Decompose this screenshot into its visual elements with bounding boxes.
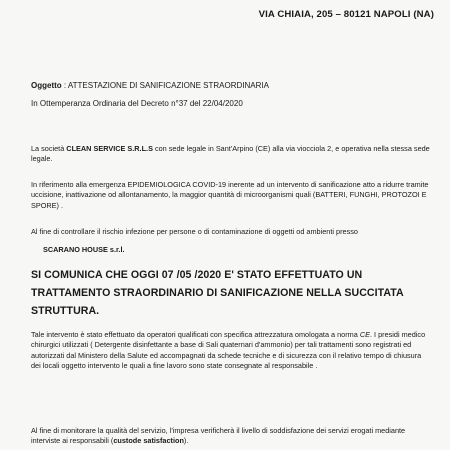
client-name: SCARANO HOUSE s.r.l. bbox=[43, 245, 125, 254]
decree-reference: In Ottemperanza Ordinaria del Decreto n°37 del 22/04/2020 bbox=[31, 99, 243, 108]
paragraph-intervention-details bbox=[31, 330, 432, 371]
para4-text-1: Tale intervento è stato effettuato da operatori qualificati con specifica attrezzatura omologata a norma bbox=[31, 330, 360, 339]
subject-label: Oggetto bbox=[31, 81, 62, 90]
subject-text: : ATTESTAZIONE DI SANIFICAZIONE STRAORDINARIA bbox=[61, 81, 269, 90]
paragraph-emergency: In riferimento alla emergenza EPIDEMIOLOGICA COVID-19 inerente ad un intervento di sanificazione atto a ridurre tramite uccisione, inattivazione od allontanamento, la maggior quantità di microorganismi quali (BATTERI, FUNGHI, PROTOZOI E SPORE) . bbox=[31, 180, 429, 210]
company-name: CLEAN SERVICE S.R.L.S bbox=[66, 144, 153, 153]
company-address: VIA CHIAIA, 205 – 80121 NAPOLI (NA) bbox=[258, 9, 434, 20]
para4-text-2: . I presidi medico chirurgici utilizzati ( Detergente disinfettante a base di Sali quaternari d'ammonio) per tali trattamenti sono registrati ed autorizzati dal Ministero della Salute ed accompagnati da schede tecniche e di sicurezza con il relativo tempo di chiusura dei locali oggetto intervento le quali a fine lavoro sono state consegnate al responsabile . bbox=[31, 330, 426, 370]
para5-text-1: Al fine di monitorare la qualità del servizio, l'impresa verificherà il livello di soddisfazione dei servizi erogati mediante interviste ai responsabili ( bbox=[31, 426, 406, 446]
subject-line bbox=[31, 81, 432, 91]
para5-text-2: ). bbox=[183, 436, 189, 446]
para1-text-after: con sede legale in Sant'Arpino (CE) alla via viocciola 2, e operativa nella stessa sede legale. bbox=[31, 144, 430, 164]
para1-text-before: La società bbox=[31, 144, 67, 153]
ce-mark: CE bbox=[359, 330, 370, 339]
announcement-headline: SI COMUNICA CHE OGGI 07 /05 /2020 E' STATO EFFETTUATO UN TRATTAMENTO STRAORDINARIO DI SANIFICAZIONE NELLA SUCCITATA STRUTTURA. bbox=[31, 269, 404, 317]
customer-satisfaction-label: custode satisfaction bbox=[113, 436, 184, 446]
paragraph-risk-control: Al fine di controllare il rischio infezione per persone o di contaminazione di oggetti od ambienti presso bbox=[31, 227, 358, 236]
paragraph-quality-monitoring bbox=[31, 426, 432, 447]
paragraph-company-info bbox=[31, 144, 432, 165]
